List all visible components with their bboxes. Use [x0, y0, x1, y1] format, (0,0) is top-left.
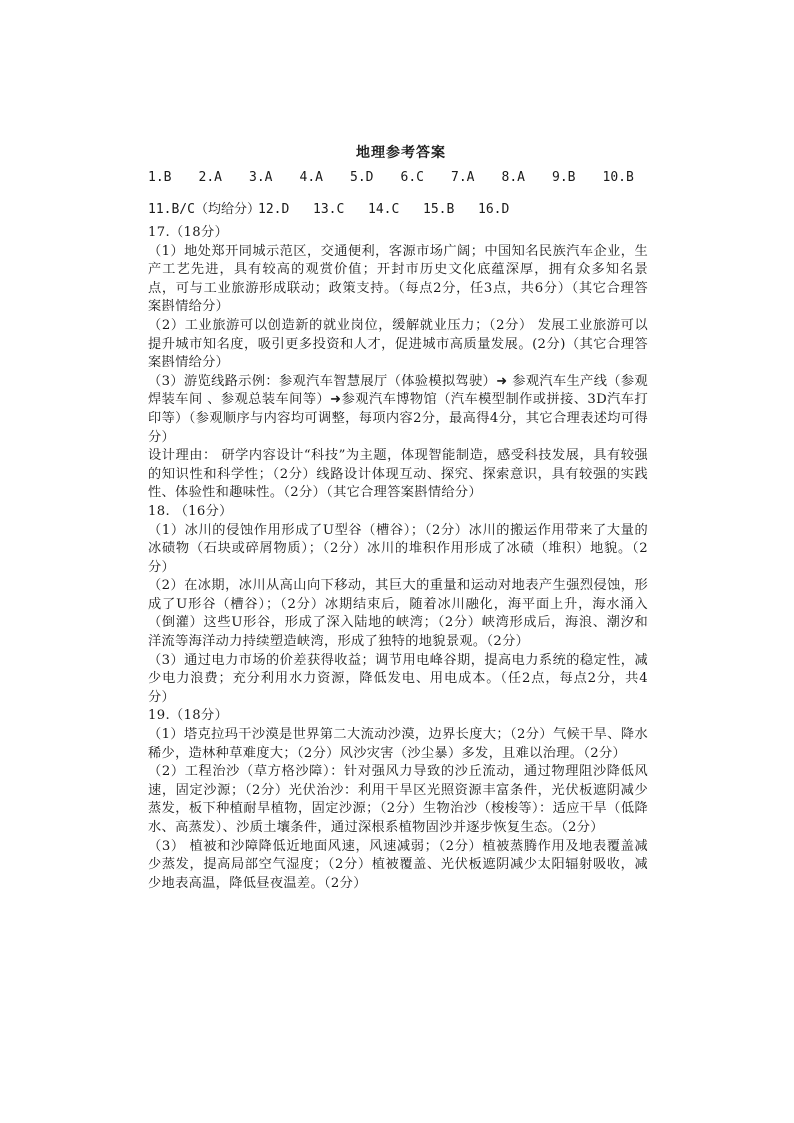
choice-answer: 12.D [258, 202, 290, 217]
question-18-header: 18. （16分） [148, 503, 233, 519]
choice-answer: 9.B [552, 170, 576, 185]
question-18-answer-3: （3）通过电力市场的价差获得收益；调节用电峰谷期，提高电力系统的稳定性，减少电力浪费；充分利用水力资源，降低发电、用电成本。（任2点，每点2分，共4分） [148, 652, 648, 705]
choice-answer: 14.C [368, 202, 400, 217]
page-title: 地理参考答案 [356, 145, 446, 161]
choice-answer: 1.B [148, 170, 172, 185]
choice-answer: 3.A [249, 170, 273, 185]
question-19-answer-1: （1）塔克拉玛干沙漠是世界第二大流动沙漠，边界长度大；（2分）气候干旱、降水稀少，造林种草难度大；（2分）风沙灾害（沙尘暴）多发，且难以治理。（2分） [148, 727, 648, 761]
choice-answer: 5.D [350, 170, 374, 185]
choice-answer: 15.B [423, 202, 455, 217]
question-19-answer-3: （3） 植被和沙障降低近地面风速，风速减弱；（2分）植被蒸腾作用及地表覆盖减少蒸发，提高局部空气湿度；（2分）植被覆盖、光伏板遮阴减少太阳辐射吸收，减少地表高温，降低昼夜温差。（2分） [148, 838, 648, 891]
choice-answer: 11.B/C（均给分） [148, 202, 260, 217]
choice-answer: 4.A [299, 170, 323, 185]
question-17-answer-3: （3）游览线路示例：参观汽车智慧展厅（体验模拟驾驶）➜ 参观汽车生产线（参观焊装车间 、参观总装车间等）➜参观汽车博物馆（汽车模型制作或拼接、3D汽车打印等）（参观顺序与内容均可调整，每项内容2分，最高得4分，其它合理表述均可得分） [148, 373, 648, 445]
question-19-answer-2: （2）工程治沙（草方格沙障）：针对强风力导致的沙丘流动，通过物理阻沙降低风速，固定沙源；（2分）光伏治沙：利用干旱区光照资源丰富条件，光伏板遮阴减少蒸发，板下种植耐旱植物，固定沙源；（2分）生物治沙（梭梭等）：适应干旱（低降水、高蒸发）、沙质土壤条件，通过深根系植物固沙并逐步恢复生态。（2分） [148, 764, 648, 835]
choice-answers-row-2 [148, 198, 533, 217]
choice-answer: 13.C [313, 202, 345, 217]
question-17-header: 17.（18分） [148, 225, 229, 240]
question-17-design-reason: 设计理由： 研学内容设计“科技”为主题，体现智能制造，感受科技发展，具有较强的知识性和科学性；（2分）线路设计体现互动、探究、探索意识，具有较强的实践性、体验性和趣味性。（2分）（其它合理答案斟情给分） [148, 448, 648, 501]
choice-answer: 10.B [602, 170, 634, 185]
choice-answers-row-1 [148, 170, 653, 185]
question-17-answer-1: （1）地处郑开同城示范区，交通便利，客源市场广阔；中国知名民族汽车企业，生产工艺先进，具有较高的观赏价值；开封市历史文化底蕴深厚，拥有众多知名景点，可与工业旅游形成联动；政策支持。（每点2分，任3点，共6分）（其它合理答案斟情给分） [148, 243, 648, 315]
choice-answer: 7.A [451, 170, 475, 185]
choice-answer: 6.C [400, 170, 424, 185]
choice-answer: 2.A [198, 170, 222, 185]
answer-body [148, 224, 648, 893]
question-17-answer-2: （2）工业旅游可以创造新的就业岗位，缓解就业压力；（2分） 发展工业旅游可以提升城市知名度，吸引更多投资和人才，促进城市高质量发展。(2分)（其它合理答案斟情给分） [148, 317, 648, 371]
question-19-header: 19.（18分） [148, 708, 229, 724]
question-18-answer-1: （1）冰川的侵蚀作用形成了U型谷（槽谷）；（2分）冰川的搬运作用带来了大量的冰碛物（石块或碎屑物质）；（2分）冰川的堆积作用形成了冰碛（堆积）地貌。（2分） [148, 522, 648, 575]
question-18-answer-2: （2）在冰期，冰川从高山向下移动，其巨大的重量和运动对地表产生强烈侵蚀，形成了U形谷（槽谷）；（2分）冰期结束后，随着冰川融化，海平面上升，海水涌入（倒灌）这些U形谷，形成了深入陆地的峡湾；（2分）峡湾形成后，海浪、潮汐和洋流等海洋动力持续塑造峡湾，形成了独特的地貌景观。（2分） [148, 578, 648, 650]
choice-answer: 8.A [501, 170, 525, 185]
choice-answer: 16.D [478, 202, 510, 217]
